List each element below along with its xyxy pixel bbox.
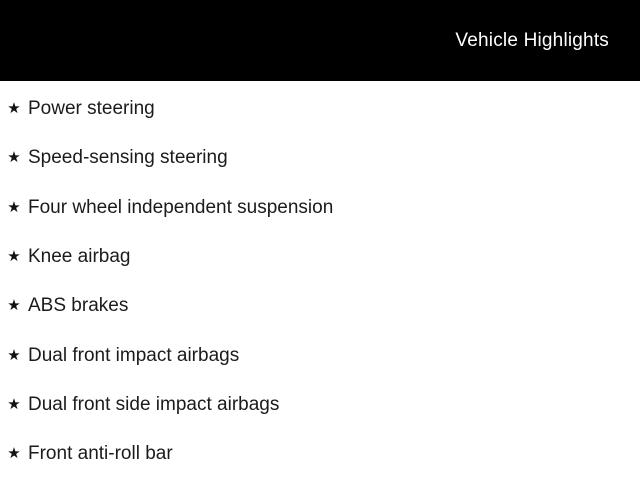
black-star-icon: ★ <box>7 100 21 118</box>
highlights-list <box>0 81 640 478</box>
black-star-icon: ★ <box>7 445 21 463</box>
list-item <box>0 281 640 330</box>
list-item-label: Speed-sensing steering <box>28 147 228 169</box>
list-item <box>0 183 640 232</box>
page-title: Vehicle Highlights <box>455 30 609 51</box>
black-star-icon: ★ <box>7 198 21 216</box>
black-star-icon: ★ <box>7 395 21 413</box>
list-item-label: Four wheel independent suspension <box>28 196 334 218</box>
black-star-icon: ★ <box>7 149 21 167</box>
list-item <box>0 330 640 379</box>
list-item <box>0 232 640 281</box>
list-item <box>0 84 640 133</box>
list-item-label: Dual front impact airbags <box>28 344 240 366</box>
list-item <box>0 429 640 478</box>
list-item <box>0 380 640 429</box>
list-item-label: Knee airbag <box>28 246 131 268</box>
list-item-label: Dual front side impact airbags <box>28 393 280 415</box>
list-item <box>0 133 640 182</box>
list-item-label: Front anti-roll bar <box>28 443 173 465</box>
list-item-label: Power steering <box>28 98 155 120</box>
black-star-icon: ★ <box>7 248 21 266</box>
header-bar <box>0 0 640 81</box>
black-star-icon: ★ <box>7 297 21 315</box>
list-item-label: ABS brakes <box>28 295 129 317</box>
black-star-icon: ★ <box>7 346 21 364</box>
